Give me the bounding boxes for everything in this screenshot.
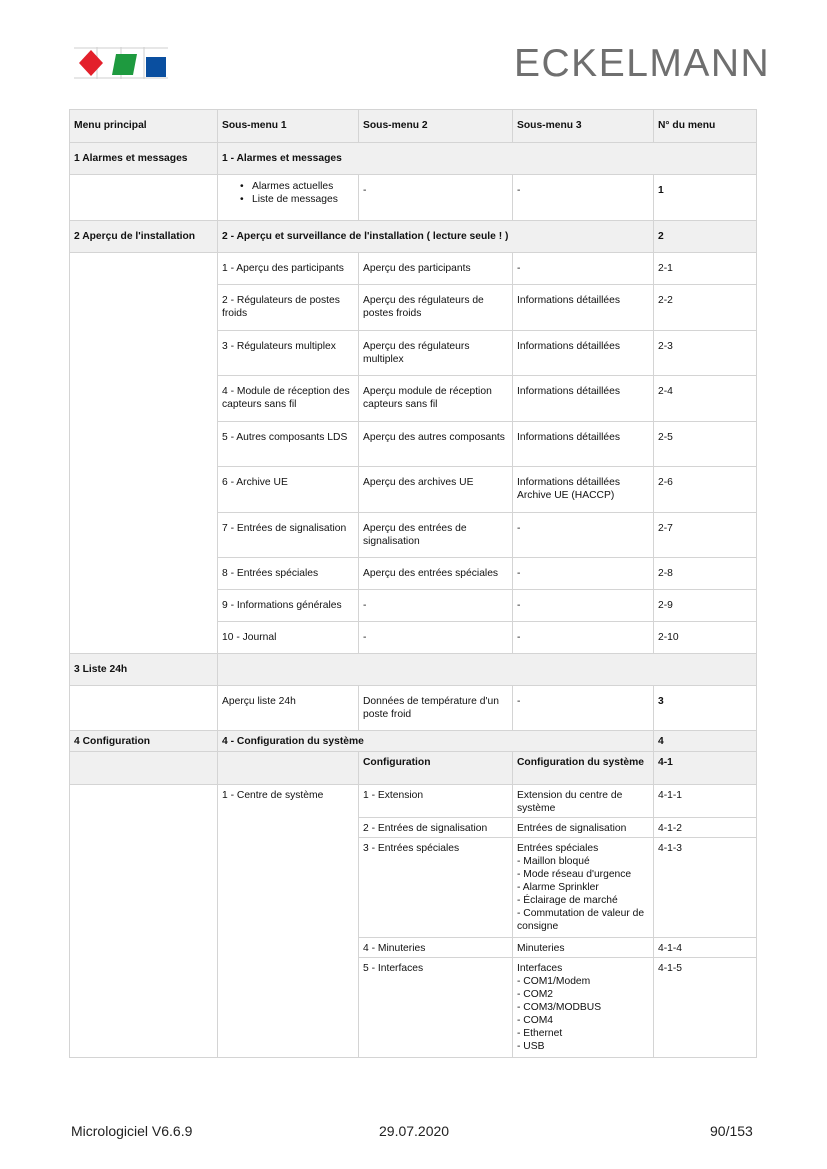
submenu1-cell: 5 - Autres composants LDS bbox=[218, 422, 359, 467]
section-row bbox=[70, 731, 757, 752]
submenu1-cell: 7 - Entrées de signalisation bbox=[218, 513, 359, 558]
menu-number: 2-3 bbox=[654, 331, 757, 376]
submenu3-cell: - bbox=[513, 622, 654, 654]
submenu2-cell: Aperçu des entrées de signalisation bbox=[359, 513, 513, 558]
menu-table bbox=[69, 109, 757, 1058]
menu-number: 2-5 bbox=[654, 422, 757, 467]
footer-date: 29.07.2020 bbox=[379, 1123, 450, 1139]
submenu2-cell: 4 - Minuteries bbox=[359, 938, 513, 958]
submenu2-cell: 1 - Extension bbox=[359, 785, 513, 818]
table-header-row bbox=[70, 110, 757, 143]
submenu2-cell: 2 - Entrées de signalisation bbox=[359, 818, 513, 838]
main-menu-cell: 2 Aperçu de l'installation bbox=[70, 221, 218, 253]
menu-number: 2-4 bbox=[654, 376, 757, 422]
section-title: 4 - Configuration du système bbox=[218, 731, 654, 752]
submenu3-cell: Informations détaillées bbox=[513, 376, 654, 422]
table-row bbox=[70, 175, 757, 221]
submenu2-cell: Aperçu des régulateurs multiplex bbox=[359, 331, 513, 376]
menu-number: 4-1-1 bbox=[654, 785, 757, 818]
col-header: N° du menu bbox=[654, 110, 757, 143]
submenu2-cell: Aperçu module de réception capteurs sans fil bbox=[359, 376, 513, 422]
col-header: Sous-menu 2 bbox=[359, 110, 513, 143]
table-row bbox=[70, 253, 757, 285]
submenu3-cell: Informations détaillées Archive UE (HACCP) bbox=[513, 467, 654, 513]
brand-name: ECKELMANN bbox=[514, 42, 771, 85]
submenu1-cell: 6 - Archive UE bbox=[218, 467, 359, 513]
submenu3-cell: Entrées spéciales - Maillon bloqué - Mode réseau d'urgence - Alarme Sprinkler - Éclairage de marché - Commutation de valeur de consigne bbox=[513, 838, 654, 938]
menu-number: 4 bbox=[654, 731, 757, 752]
submenu1-cell: 2 - Régulateurs de postes froids bbox=[218, 285, 359, 331]
menu-number: 2-6 bbox=[654, 467, 757, 513]
section-row bbox=[70, 221, 757, 253]
main-menu-cell: 1 Alarmes et messages bbox=[70, 143, 218, 175]
submenu2-cell: Aperçu des participants bbox=[359, 253, 513, 285]
table-row bbox=[70, 785, 757, 818]
bullet-list bbox=[222, 180, 354, 206]
menu-number: 3 bbox=[654, 686, 757, 731]
menu-number: 4-1-2 bbox=[654, 818, 757, 838]
footer-firmware: Micrologiciel V6.6.9 bbox=[71, 1123, 193, 1139]
eckelmann-logo bbox=[74, 47, 168, 79]
submenu2-cell: - bbox=[359, 175, 513, 221]
section-row bbox=[70, 654, 757, 686]
submenu2-cell: Aperçu des archives UE bbox=[359, 467, 513, 513]
menu-number: 4-1-4 bbox=[654, 938, 757, 958]
green-parallelogram bbox=[112, 54, 137, 75]
submenu3-cell: Minuteries bbox=[513, 938, 654, 958]
section-row bbox=[70, 143, 757, 175]
menu-number: 2-9 bbox=[654, 590, 757, 622]
menu-number: 2-2 bbox=[654, 285, 757, 331]
submenu3-cell: - bbox=[513, 686, 654, 731]
submenu3-cell: Configuration du système bbox=[513, 752, 654, 785]
submenu2-cell: Données de température d'un poste froid bbox=[359, 686, 513, 731]
menu-number: 2-10 bbox=[654, 622, 757, 654]
submenu3-cell: Entrées de signalisation bbox=[513, 818, 654, 838]
submenu2-cell: Configuration bbox=[359, 752, 513, 785]
submenu1-cell bbox=[218, 175, 359, 221]
submenu2-cell: Aperçu des régulateurs de postes froids bbox=[359, 285, 513, 331]
footer-page: 90/153 bbox=[710, 1123, 753, 1139]
menu-number: 2-1 bbox=[654, 253, 757, 285]
menu-number: 4-1-5 bbox=[654, 958, 757, 1058]
menu-number: 2-8 bbox=[654, 558, 757, 590]
main-menu-cell: 4 Configuration bbox=[70, 731, 218, 752]
section-title: 2 - Aperçu et surveillance de l'installation ( lecture seule ! ) bbox=[218, 221, 654, 253]
col-header: Sous-menu 1 bbox=[218, 110, 359, 143]
submenu1-cell: 8 - Entrées spéciales bbox=[218, 558, 359, 590]
submenu1-cell: 9 - Informations générales bbox=[218, 590, 359, 622]
submenu3-cell: Interfaces - COM1/Modem - COM2 - COM3/MODBUS - COM4 - Ethernet - USB bbox=[513, 958, 654, 1058]
submenu2-cell: 3 - Entrées spéciales bbox=[359, 838, 513, 938]
table-row bbox=[70, 686, 757, 731]
col-header: Sous-menu 3 bbox=[513, 110, 654, 143]
menu-number: 4-1 bbox=[654, 752, 757, 785]
menu-number: 4-1-3 bbox=[654, 838, 757, 938]
submenu2-cell: Aperçu des autres composants bbox=[359, 422, 513, 467]
red-diamond bbox=[79, 50, 103, 76]
menu-number: 1 bbox=[654, 175, 757, 221]
submenu3-cell: Informations détaillées bbox=[513, 331, 654, 376]
blue-square bbox=[146, 57, 166, 77]
menu-number: 2-7 bbox=[654, 513, 757, 558]
submenu2-cell: Aperçu des entrées spéciales bbox=[359, 558, 513, 590]
submenu2-cell: - bbox=[359, 590, 513, 622]
submenu1-cell: 1 - Aperçu des participants bbox=[218, 253, 359, 285]
submenu3-cell: - bbox=[513, 253, 654, 285]
list-item: • Alarmes actuelles bbox=[252, 180, 354, 193]
submenu1-cell: 3 - Régulateurs multiplex bbox=[218, 331, 359, 376]
submenu3-cell: Informations détaillées bbox=[513, 422, 654, 467]
menu-number: 2 bbox=[654, 221, 757, 253]
submenu1-cell: Aperçu liste 24h bbox=[218, 686, 359, 731]
submenu2-cell: 5 - Interfaces bbox=[359, 958, 513, 1058]
list-item: • Liste de messages bbox=[252, 193, 354, 206]
submenu3-cell: - bbox=[513, 175, 654, 221]
subsection-row bbox=[70, 752, 757, 785]
main-menu-cell: 3 Liste 24h bbox=[70, 654, 218, 686]
submenu3-cell: - bbox=[513, 558, 654, 590]
col-header: Menu principal bbox=[70, 110, 218, 143]
submenu3-cell: - bbox=[513, 590, 654, 622]
submenu3-cell: Extension du centre de système bbox=[513, 785, 654, 818]
submenu1-cell: 10 - Journal bbox=[218, 622, 359, 654]
submenu2-cell: - bbox=[359, 622, 513, 654]
submenu3-cell: Informations détaillées bbox=[513, 285, 654, 331]
submenu1-cell: 4 - Module de réception des capteurs sans fil bbox=[218, 376, 359, 422]
submenu1-cell: 1 - Centre de système bbox=[218, 785, 359, 1058]
submenu3-cell: - bbox=[513, 513, 654, 558]
section-title: 1 - Alarmes et messages bbox=[218, 143, 757, 175]
